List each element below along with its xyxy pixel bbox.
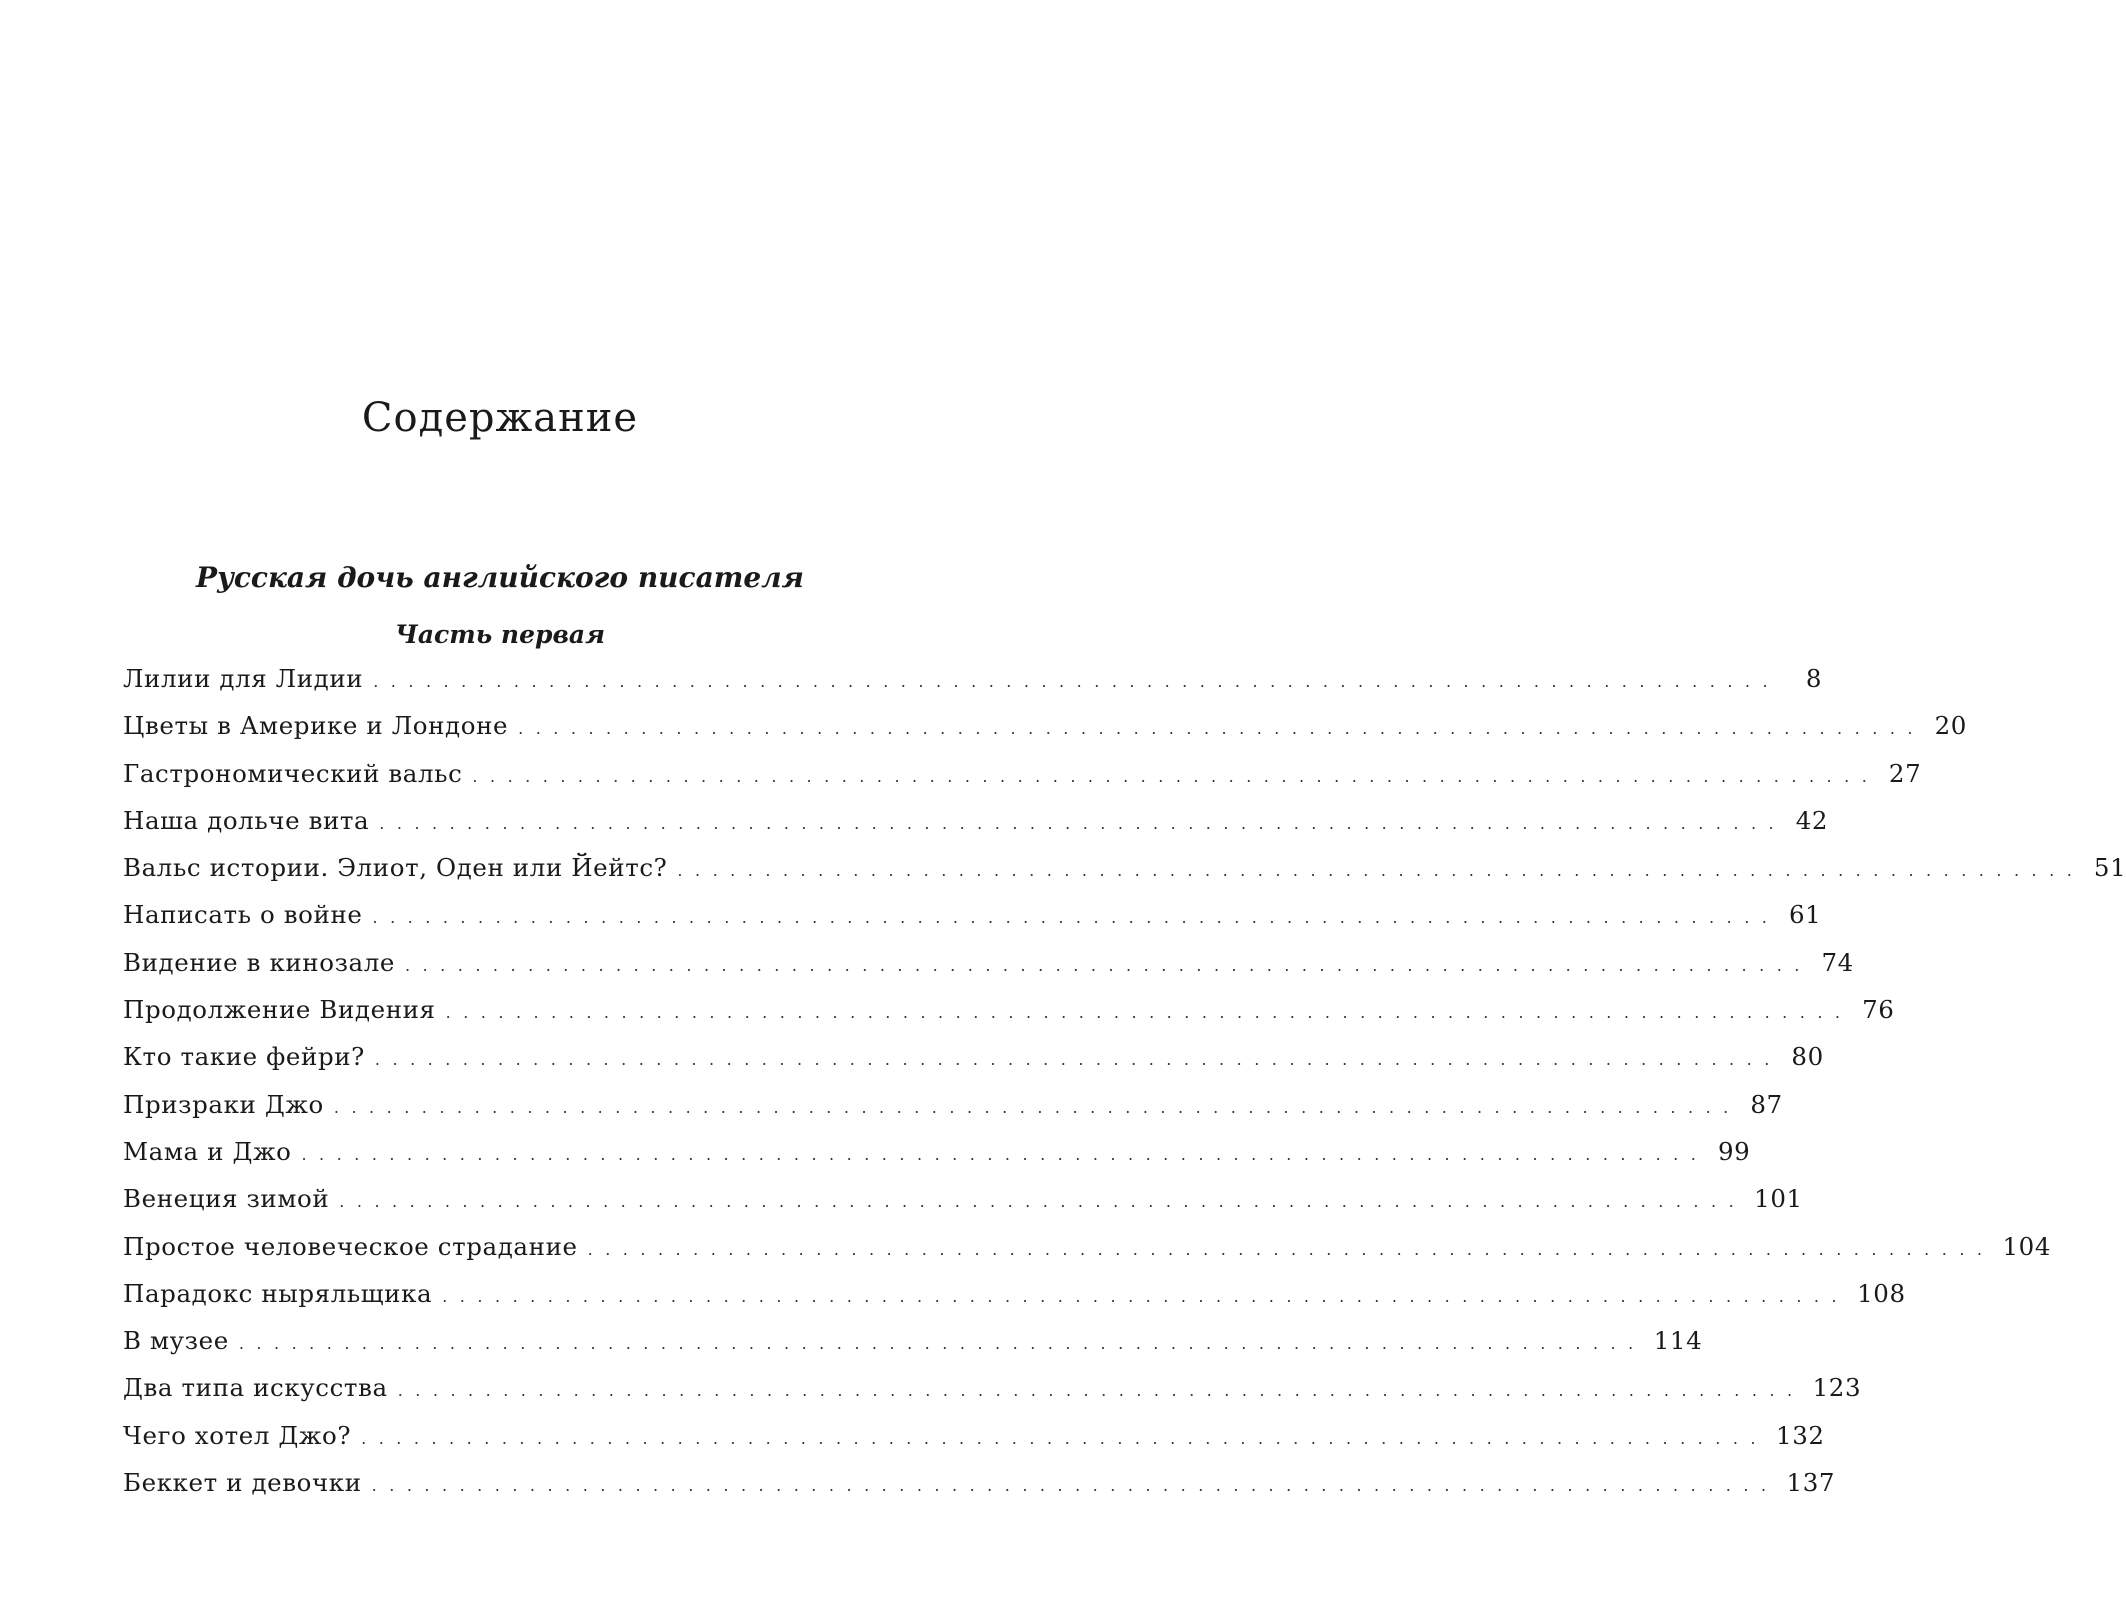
toc-entry-page: 114: [1653, 1326, 1703, 1356]
toc-entry-title: Наша дольче вита: [123, 805, 370, 835]
dot-leader: ................................................................................: [333, 1097, 1741, 1117]
toc-entry[interactable]: [123, 1184, 1803, 1231]
toc-entry[interactable]: [123, 1089, 1783, 1137]
toc-entry-page: 76: [1862, 995, 1895, 1025]
dot-leader: ................................................................................: [472, 766, 1880, 786]
toc-entry-title: Видение в кинозале: [123, 947, 395, 977]
toc-entry-title: Написать о войне: [123, 900, 363, 930]
dot-leader: ................................................................................: [445, 1003, 1853, 1023]
page-title: Содержание: [361, 395, 639, 441]
toc-entry-page: 74: [1821, 947, 1854, 977]
toc-entry-page: 123: [1812, 1373, 1862, 1403]
dot-leader: ................................................................................: [405, 955, 1812, 975]
toc-entry-title: Кто такие фейри?: [123, 1042, 365, 1072]
toc-entry-title: Чего хотел Джо?: [123, 1420, 352, 1450]
toc-entry-page: 104: [2002, 1231, 2052, 1261]
dot-leader: ................................................................................: [339, 1192, 1747, 1212]
toc-entry[interactable]: [123, 805, 1829, 853]
toc-entry-title: Гастрономический вальс: [123, 758, 463, 788]
toc-entry[interactable]: [123, 1468, 1836, 1515]
toc-entry-page: 132: [1776, 1420, 1825, 1450]
toc-entry-page: 20: [1934, 711, 1967, 741]
dot-leader: ................................................................................: [373, 672, 1781, 691]
toc-entry-page: 108: [1857, 1278, 1906, 1308]
table-of-contents: [123, 664, 2126, 1515]
toc-entry-page: 137: [1786, 1468, 1836, 1498]
toc-entry-title: Парадокс ныряльщика: [123, 1278, 433, 1308]
toc-entry[interactable]: [123, 1231, 2052, 1279]
toc-entry-title: Мама и Джо: [123, 1136, 292, 1166]
toc-entry[interactable]: [123, 1042, 1824, 1089]
book-title: Русская дочь английского писателя: [196, 561, 804, 594]
toc-entry-title: В музее: [123, 1326, 229, 1356]
dot-leader: ................................................................................: [518, 719, 1925, 739]
dot-leader: ................................................................................: [371, 1476, 1779, 1496]
toc-entry[interactable]: [123, 995, 1895, 1042]
toc-entry[interactable]: [123, 1373, 1862, 1420]
dot-leader: ................................................................................: [442, 1286, 1850, 1306]
toc-entry[interactable]: [123, 1326, 1703, 1373]
toc-entry[interactable]: [123, 947, 1854, 995]
toc-entry-page: 51: [2093, 853, 2126, 883]
dot-leader: ................................................................................: [374, 1050, 1782, 1070]
dot-leader: ................................................................................: [587, 1239, 1995, 1259]
toc-entry-title: Лилии для Лидии: [123, 664, 364, 693]
toc-entry[interactable]: [123, 853, 2126, 900]
toc-entry-title: Вальс истории. Элиот, Оден или Йейтс?: [123, 853, 668, 883]
toc-entry-title: Продолжение Видения: [123, 995, 436, 1025]
toc-entry[interactable]: [123, 664, 1823, 711]
toc-entry-title: Цветы в Америке и Лондоне: [123, 711, 509, 741]
toc-entry-title: Два типа искусства: [123, 1373, 388, 1403]
toc-entry[interactable]: [123, 1278, 1906, 1326]
toc-entry[interactable]: [123, 1136, 1751, 1184]
toc-entry-page: 87: [1750, 1089, 1783, 1119]
part-title: Часть первая: [395, 620, 605, 649]
toc-entry-page: 8: [1805, 664, 1823, 693]
toc-entry-page: 99: [1717, 1136, 1751, 1166]
toc-entry-title: Венеция зимой: [123, 1184, 330, 1214]
dot-leader: ................................................................................: [301, 1144, 1709, 1164]
toc-entry-title: Беккет и девочки: [123, 1468, 362, 1498]
toc-entry-page: 42: [1795, 805, 1829, 835]
toc-entry[interactable]: [123, 711, 1967, 758]
toc-entry-page: 101: [1754, 1184, 1803, 1214]
toc-entry-title: Призраки Джо: [123, 1089, 324, 1119]
toc-entry[interactable]: [123, 1420, 1825, 1468]
dot-leader: ................................................................................: [372, 908, 1780, 928]
dot-leader: ................................................................................: [397, 1381, 1805, 1401]
dot-leader: ................................................................................: [379, 813, 1787, 833]
toc-entry-page: 27: [1888, 758, 1922, 788]
toc-entry[interactable]: [123, 758, 1922, 806]
dot-leader: ................................................................................: [238, 1334, 1646, 1354]
dot-leader: ................................................................................: [677, 861, 2085, 881]
toc-entry-title: Простое человеческое страдание: [123, 1231, 578, 1261]
dot-leader: ................................................................................: [361, 1428, 1768, 1448]
toc-entry[interactable]: [123, 900, 1822, 947]
toc-entry-page: 80: [1791, 1042, 1824, 1072]
toc-entry-page: 61: [1788, 900, 1822, 930]
